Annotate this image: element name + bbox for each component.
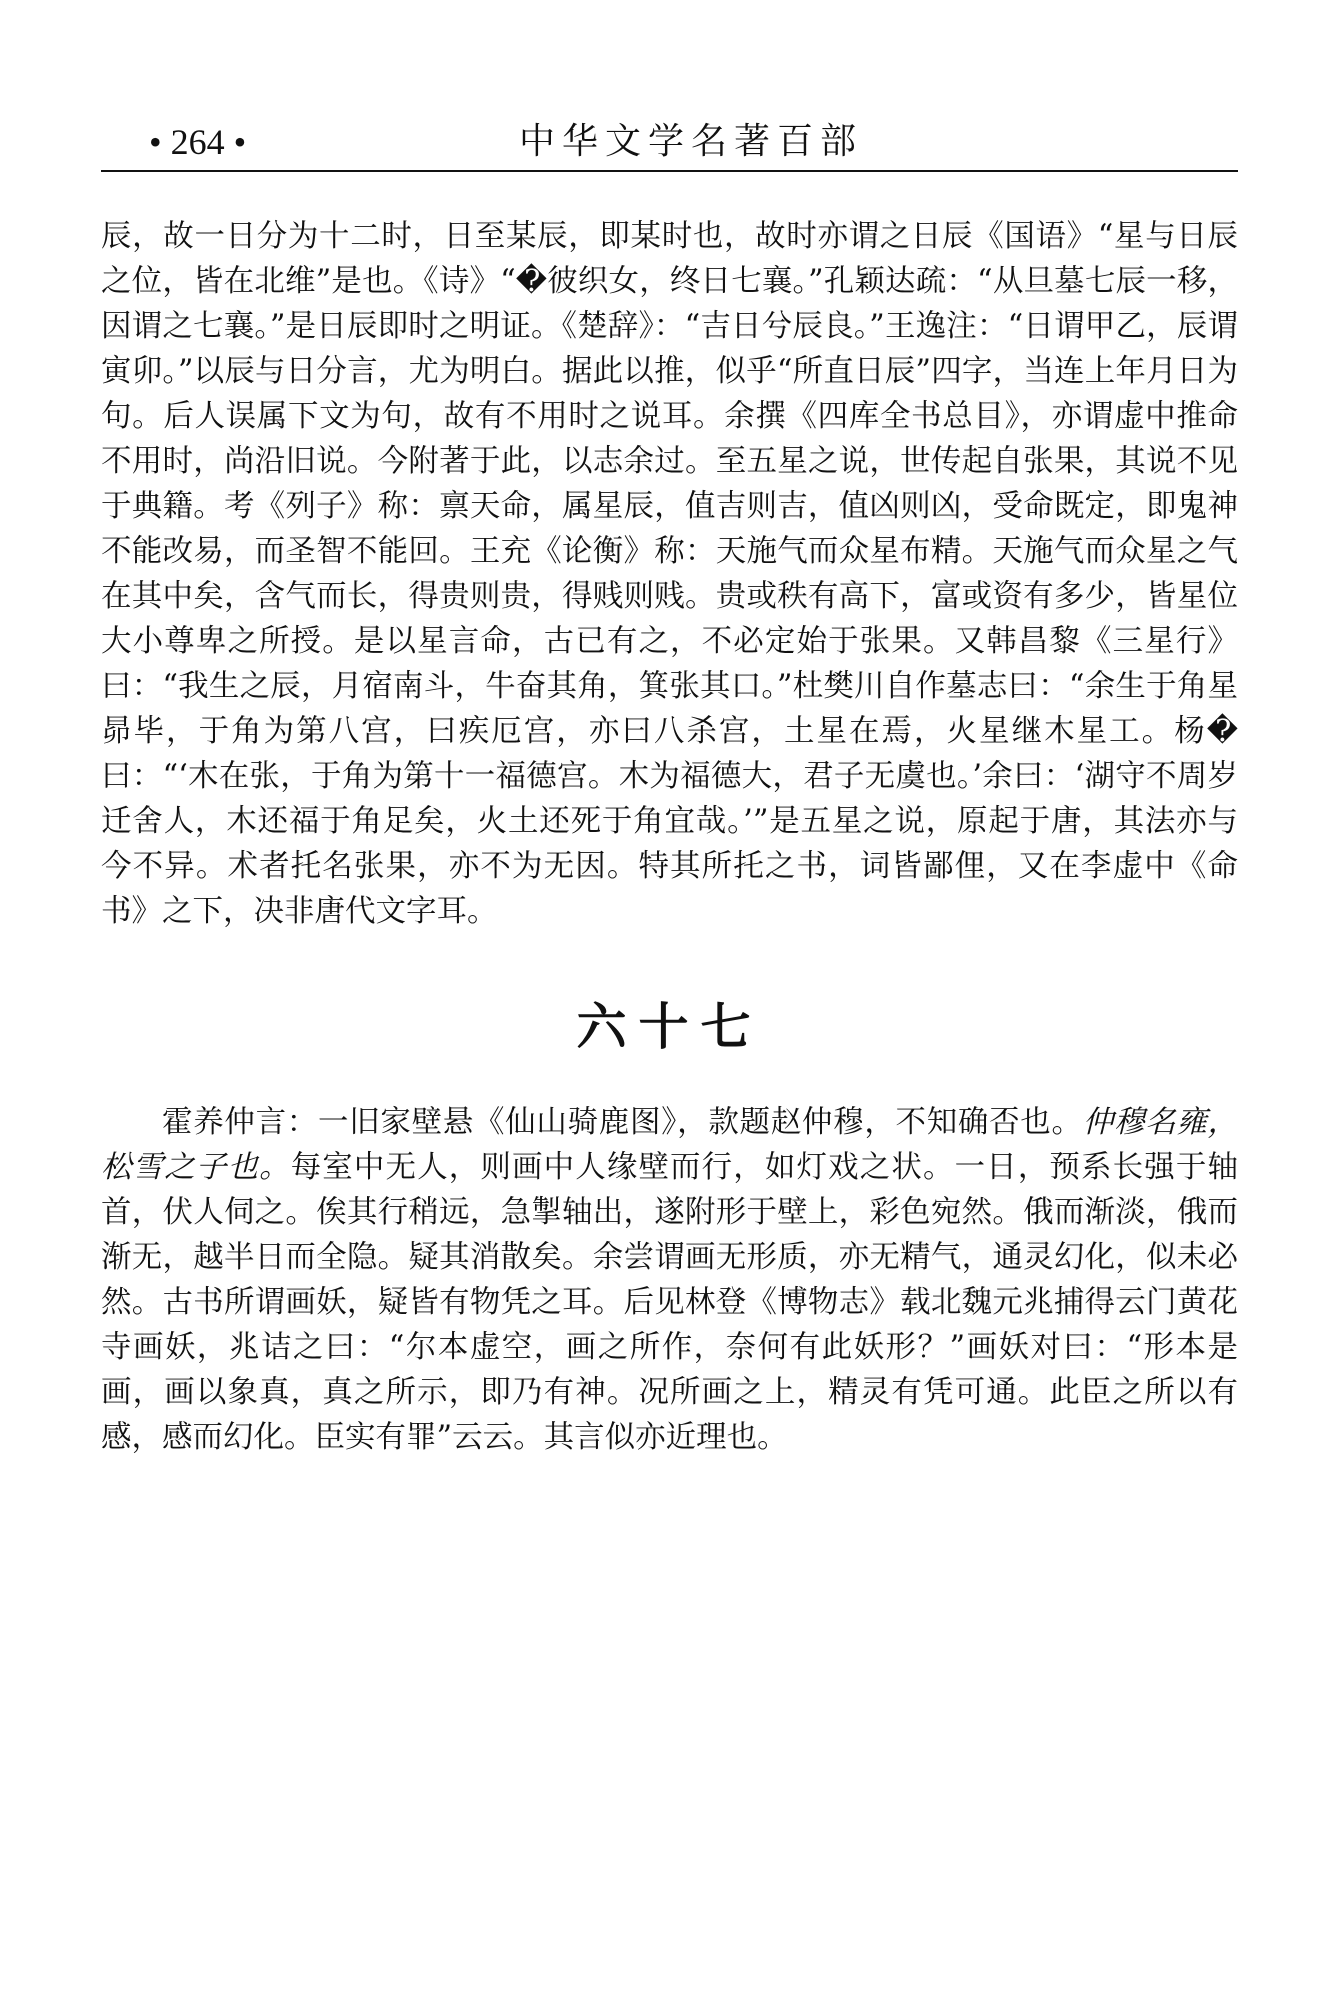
continued-paragraph: 辰，故一日分为十二时，日至某辰，即某时也，故时亦谓之日辰《国语》“星与日辰之位，皆在北维”是也。《诗》“�彼织女，终日七襄。”孔颖达疏：“从旦墓七辰一移，因谓之七襄。”是日辰即时之明证。《楚辞》：“吉日兮辰良。”王逸注：“日谓甲乙，辰谓寅卯。”以辰与日分言，尤为明白。据此以推，似乎“所直日辰”四字，当连上年月日为句。后人误属下文为句，故有不用时之说耳。余撰《四库全书总目》，亦谓虚中推命不用时，尚沿旧说。今附著于此，以志余过。至五星之说，世传起自张果，其说不见于典籍。考《列子》称：禀天命，属星辰，值吉则吉，值凶则凶，受命既定，即鬼神不能改易，而圣智不能回。王充《论衡》称：天施气而众星布精。天施气而众星之气在其中矣，含气而长，得贵则贵，得贱则贱。贵或秩有高下，富或资有多少，皆星位大小尊卑之所授。是以星言命，古已有之，不必定始于张果。又韩昌黎《三星行》曰：“我生之辰，月宿南斗，牛奋其角，箕张其口。”杜樊川自作墓志曰：“余生于角星昴毕，于角为第八宫，曰疾厄宫，亦曰八杀宫，土星在焉，火星继木星工。杨�曰：“‘木在张，于角为第十一福德宫。木为福德大，君子无虞也。’余曰：‘湖守不周岁迁舍人，木还福于角足矣，火土还死于角宜哉。’”是五星之说，原起于唐，其法亦与今不异。术者托名张果，亦不为无因。特其所托之书，词皆鄙俚，又在李虚中《命书》之下，决非唐代文字耳。 [101,219,1238,929]
section-title: 六十七 [576,998,763,1056]
inline-note: 仲穆名雍，松雪之子也。 [101,1105,1239,1185]
page-number: • 264 • [149,122,247,162]
page-body [101,214,1238,1460]
header-rule [101,170,1238,172]
running-header [101,114,1238,170]
paragraph-rest: 每室中无人，则画中人缘壁而行，如灯戏之状。一日，预系长强于轴首，伏人伺之。俟其行稍远，急掣轴出，遂附形于壁上，彩色宛然。俄而渐淡，俄而渐无，越半日而全隐。疑其消散矣。余尝谓画无形质，亦无精气，通灵幻化，似未必然。古书所谓画妖，疑皆有物凭之耳。后见林登《博物志》载北魏元兆捕得云门黄花寺画妖，兆诘之曰：“尔本虚空，画之所作，奈何有此妖形？”画妖对曰：“形本是画，画以象真，真之所示，即乃有神。况所画之上，精灵有凭可通。此臣之所以有感，感而幻化。臣实有罪”云云。其言似亦近理也。 [101,1150,1238,1455]
book-title: 中华文学名著百部 [519,121,864,162]
paragraph-start: 霍养仲言：一旧家壁悬《仙山骑鹿图》，款题赵仲穆，不知确否也。 [162,1105,1083,1140]
section-paragraph [101,1100,1238,1460]
